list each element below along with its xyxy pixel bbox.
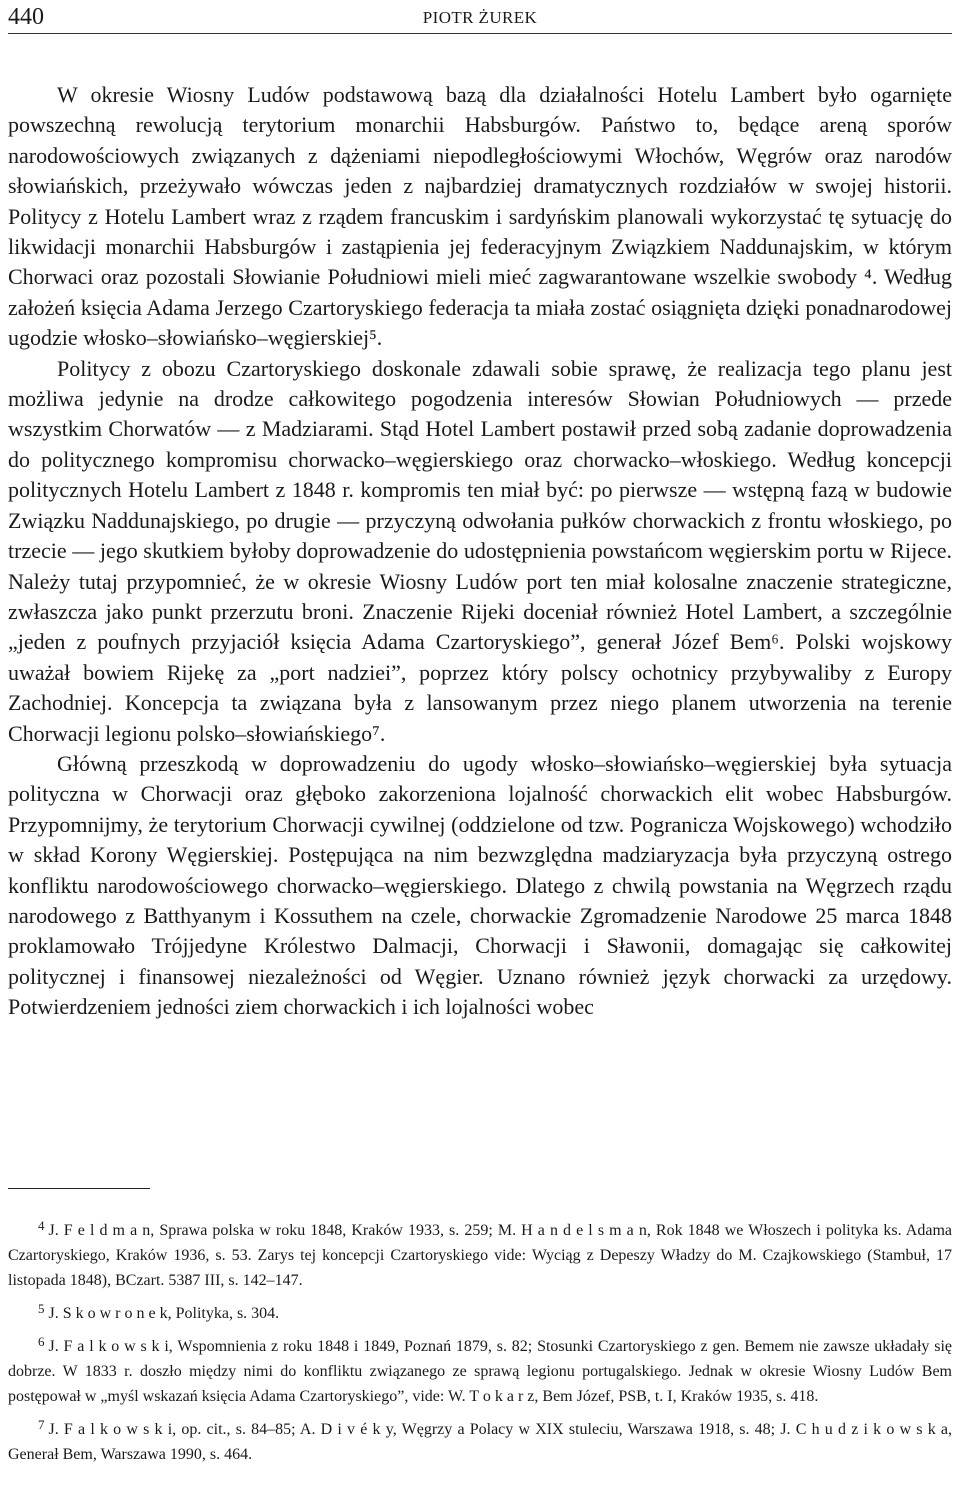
footnotes — [8, 1213, 952, 1470]
paragraph: Politycy z obozu Czartoryskiego doskonale zdawali sobie sprawę, że realizacja tego planu jest możliwa jedynie na drodze całkowitego pogodzenia interesów Słowian Południowych — przede wszystkim Chorwatów — z Madziarami. Stąd Hotel Lambert postawił przed sobą zadanie doprowadzenia do politycznego kompromisu chorwacko–węgierskiego oraz chorwacko–włoskiego. Według koncepcji politycznych Hotelu Lambert z 1848 r. kompromis ten miał być: po pierwsze — wstępną fazą w budowie Związku Naddunajskiego, po drugie — przyczyną odwołania pułków chorwackich z frontu włoskiego, po trzecie — jego skutkiem byłoby doprowadzenie do udostępnienia powstańcom węgierskim portu w Rijece. Należy tutaj przypomnieć, że w okresie Wiosny Ludów port ten miał kolosalne znaczenie strategiczne, zwłaszcza jako punkt przerzutu broni. Znaczenie Rijeki doceniał również Hotel Lambert, a szczególnie „jeden z poufnych przyjaciół księcia Adama Czartoryskiego”, generał Józef Bem⁶. Polski wojskowy uważał bowiem Rijekę za „port nadziei”, poprzez który polscy ochotnicy przybywaliby z Europy Zachodniej. Koncepcja ta związana była z lansowanym przez niego planem utworzenia na terenie Chorwacji legionu polsko–słowiańskiego⁷. — [8, 355, 952, 746]
footnote-marker: 4 — [38, 1218, 45, 1233]
running-head: PIOTR ŻUREK — [422, 8, 538, 27]
footnote-6 — [8, 1329, 952, 1409]
footnote-4 — [8, 1213, 952, 1293]
footnote-separator — [8, 1188, 150, 1189]
header-rule — [8, 33, 952, 34]
footnote-text: J. F e l d m a n, Sprawa polska w roku 1848, Kraków 1933, s. 259; M. H a n d e l s m a n, Rok 1848 we Włoszech i polityka ks. Adama Czartoryskiego, Kraków 1936, s. 53. Zarys tej koncepcji Czartoryskiego vide: Wyciąg z Depeszy Władzy do M. Czajkowskiego (Stambuł, 17 listopada 1848), BCzart. 5387 III, s. 142–147. — [8, 1222, 952, 1289]
page-header — [8, 2, 952, 36]
footnote-5 — [8, 1296, 952, 1326]
page-number: 440 — [8, 4, 44, 30]
footnote-text: J. F a l k o w s k i, Wspomnienia z roku 1848 i 1849, Poznań 1879, s. 82; Stosunki Czartoryskiego z gen. Bemem nie zawsze układały się dobrze. W 1833 r. doszło między nimi do konfliktu związanego ze sprawą legionu portugalskiego. Jednak w okresie Wiosny Ludów Bem postępował w „myśl wskazań księcia Adama Czartoryskiego”, vide: W. T o k a r z, Bem Józef, PSB, t. I, Kraków 1935, s. 418. — [8, 1338, 952, 1405]
footnote-7 — [8, 1412, 952, 1467]
footnote-text: J. F a l k o w s k i, op. cit., s. 84–85; A. D i v é k y, Węgrzy a Polacy w XIX stuleciu, Warszawa 1918, s. 48; J. C h u d z i k o w s k a, Generał Bem, Warszawa 1990, s. 464. — [8, 1421, 952, 1463]
footnote-marker: 5 — [38, 1301, 45, 1316]
paragraph: Główną przeszkodą w doprowadzeniu do ugody włosko–słowiańsko–węgierskiej była sytuacja polityczna w Chorwacji oraz głęboko zakorzeniona lojalność chorwackich elit wobec Habsburgów. Przypomnijmy, że terytorium Chorwacji cywilnej (oddzielone od tzw. Pogranicza Wojskowego) wchodziło w skład Korony Węgierskiej. Postępująca na nim bezwzględna madziaryzacja była przyczyną ostrego konfliktu narodowościowego chorwacko–węgierskiego. Dlatego z chwilą powstania na Węgrzech rządu narodowego z Batthyanym i Kossuthem na czele, chorwackie Zgromadzenie Narodowe 25 marca 1848 proklamowało Trójjedyne Królestwo Dalmacji, Chorwacji i Sławonii, domagając się całkowitej politycznej i finansowej niezależności od Węgier. Uznano również język chorwacki za urzędowy. Potwierdzeniem jedności ziem chorwackich i ich lojalności wobec — [8, 750, 952, 1020]
footnote-marker: 7 — [38, 1417, 45, 1432]
paragraph: W okresie Wiosny Ludów podstawową bazą dla działalności Hotelu Lambert było ogarnięte powszechną rewolucją terytorium monarchii Habsburgów. Państwo to, będące areną sporów narodowościowych związanych z dążeniami niepodległościowymi Włochów, Węgrów oraz narodów słowiańskich, przeżywało wówczas jeden z najbardziej dramatycznych rozdziałów w swojej historii. Politycy z Hotelu Lambert wraz z rządem francuskim i sardyńskim planowali wykorzystać tę sytuację do likwidacji monarchii Habsburgów i zastąpienia jej federacyjnym Związkiem Naddunajskim, w którym Chorwaci oraz pozostali Słowianie Południowi mieli mieć zagwarantowane wszelkie swobody ⁴. Według założeń księcia Adama Jerzego Czartoryskiego federacja ta miała zostać osiągnięta dzięki ponadnarodowej ugodzie włosko–słowiańsko–węgierskiej⁵. — [8, 82, 952, 351]
footnote-marker: 6 — [38, 1334, 45, 1349]
footnote-text: J. S k o w r o n e k, Polityka, s. 304. — [48, 1305, 280, 1322]
body-text — [8, 80, 952, 1023]
